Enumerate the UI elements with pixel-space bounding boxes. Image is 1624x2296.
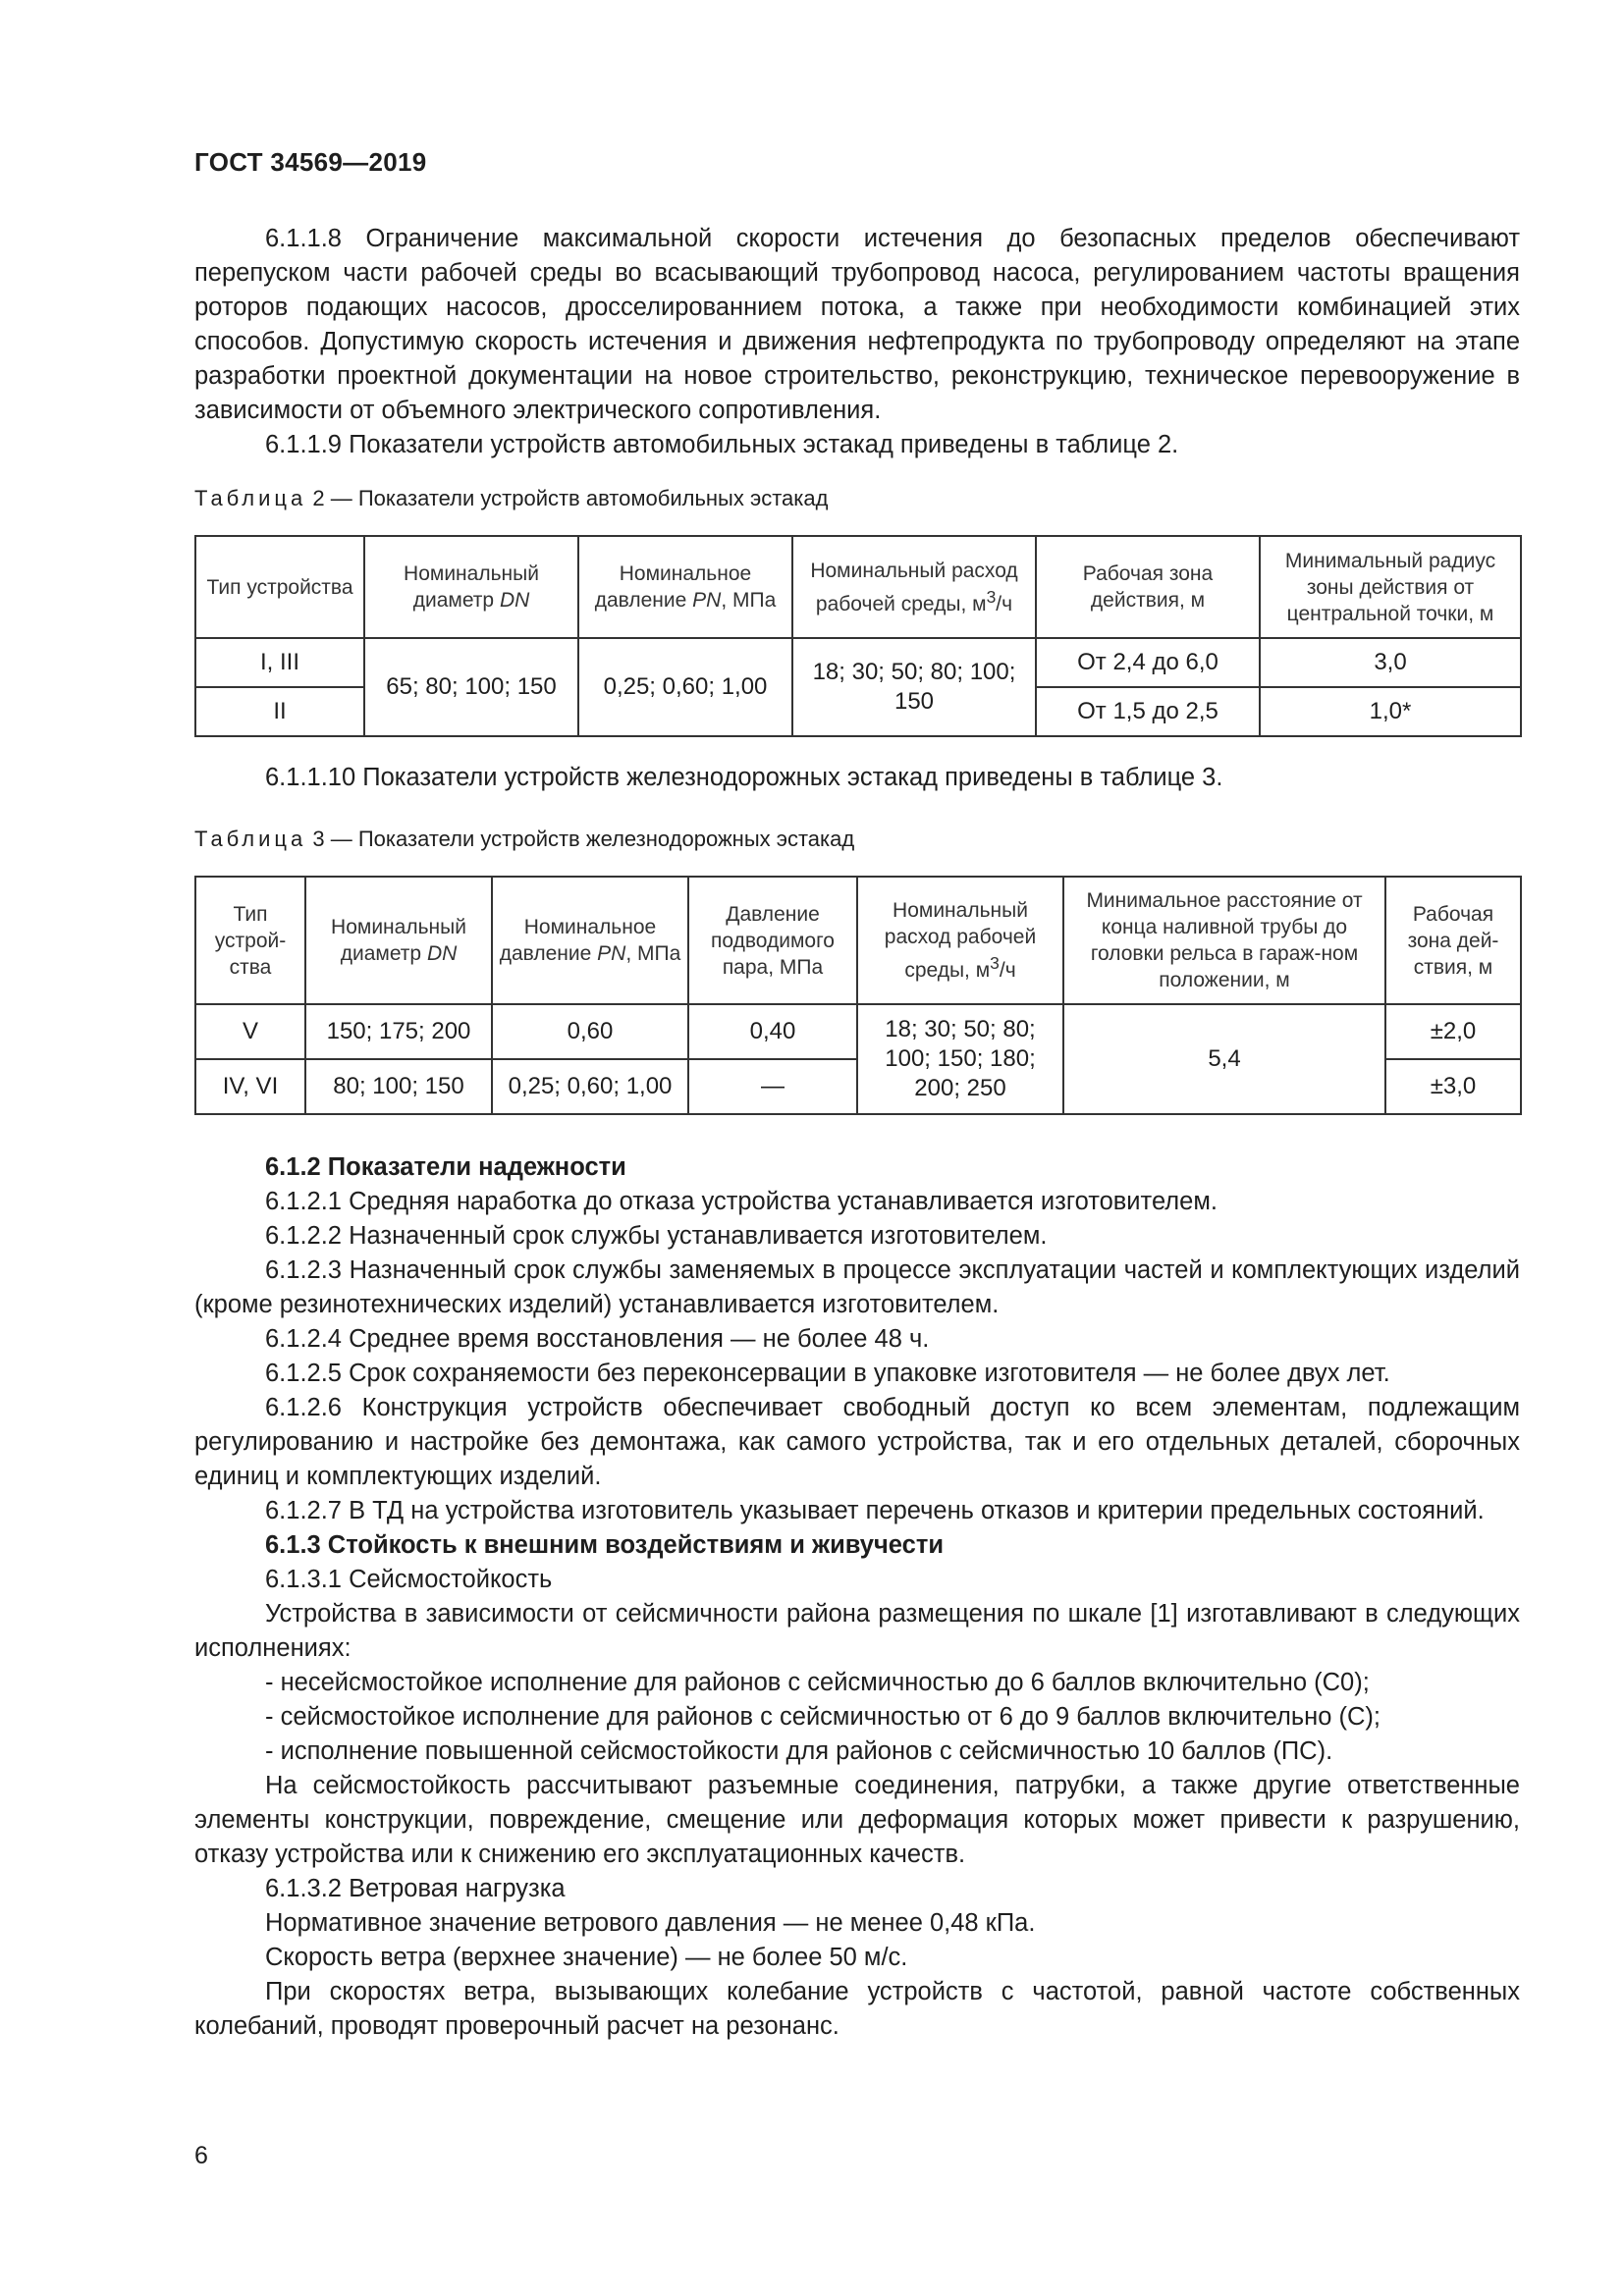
- table-2: [194, 535, 1522, 737]
- t3-r2-zone: ±3,0: [1385, 1059, 1521, 1114]
- t3-r2-type: IV, VI: [195, 1059, 305, 1114]
- paragraph-6-1-2-4: 6.1.2.4 Среднее время восстановления — не более 48 ч.: [265, 1325, 930, 1353]
- t2-r1-zone: От 2,4 до 6,0: [1036, 638, 1260, 687]
- t2-header-pressure-line1: Номинальное: [619, 562, 752, 585]
- t3-header-flow-text: Номинальный расход рабочей среды, м: [884, 899, 1037, 982]
- paragraph-6-1-2-6: 6.1.2.6 Конструкция устройств обеспечивает свободный доступ ко всем элементам, подлежащим регулированию и настройке без демонтажа, как самого устройства, так и его отдельных деталей, сборочных единиц и комплектующих изделий.: [194, 1394, 1520, 1490]
- t2-header-diameter-symbol: DN: [499, 589, 530, 612]
- list-item-seismic-ps: - исполнение повышенной сейсмостойкости для районов с сейсмичностью 10 баллов (ПС).: [265, 1737, 1333, 1765]
- t2-header-diameter: [364, 536, 578, 638]
- paragraph-6-1-1-8: 6.1.1.8 Ограничение максимальной скорости истечения до безопасных пределов обеспечивают перепуском части рабочей среды во всасывающий трубопровод насоса, регулированием частоты вращения роторов подающих насосов, дросселированнием потока, а также при необходимости комбинацией этих способов. Допустимую скорость истечения и движения нефтепродукта по трубопроводу определяют на этапе разработки проектной документации на новое строительство, реконструкцию, техническое перевооружение в зависимости от объемного электрического сопротивления.: [194, 225, 1520, 424]
- paragraph-6-1-1-10: 6.1.1.10 Показатели устройств железнодорожных эстакад приведены в таблице 3.: [265, 764, 1223, 791]
- t3-header-zone: Рабочая зона дей-ствия, м: [1385, 877, 1521, 1004]
- page-content: [194, 222, 1520, 2044]
- t2-diameter: 65; 80; 100; 150: [364, 638, 578, 736]
- t3-r1-steam: 0,40: [688, 1004, 857, 1059]
- t3-header-steam: Давление подводимого пара, МПа: [688, 877, 857, 1004]
- table-3: [194, 876, 1522, 1115]
- table-3-caption: [194, 825, 1520, 854]
- table-2-caption: [194, 484, 1520, 513]
- t2-header-type: Тип устройства: [195, 536, 364, 638]
- table-2-caption-text: 2 — Показатели устройств автомобильных эстакад: [306, 486, 829, 510]
- t3-distance: 5,4: [1063, 1004, 1385, 1114]
- t3-r1-type: V: [195, 1004, 305, 1059]
- t2-header-zone: Рабочая зона действия, м: [1036, 536, 1260, 638]
- table-row: [195, 1004, 1521, 1059]
- t2-header-pressure-symbol: PN: [692, 589, 722, 612]
- paragraph-6-1-2-5: 6.1.2.5 Срок сохраняемости без переконсервации в упаковке изготовителя — не более двух лет.: [265, 1360, 1390, 1387]
- paragraph-resonance: При скоростях ветра, вызывающих колебание устройств с частотой, равной частоте собственных колебаний, проводят проверочный расчет на резонанс.: [194, 1978, 1520, 2040]
- t2-header-flow: [792, 536, 1036, 638]
- t3-r1-zone: ±2,0: [1385, 1004, 1521, 1059]
- t2-r1-type: I, III: [195, 638, 364, 687]
- paragraph-6-1-2-3: 6.1.2.3 Назначенный срок службы заменяемых в процессе эксплуатации частей и комплектующих изделий (кроме резинотехнических изделий) устанавливается изготовителем.: [194, 1256, 1520, 1318]
- t2-header-flow-text: Номинальный расход рабочей среды, м: [810, 559, 1018, 615]
- t2-header-pressure: [578, 536, 792, 638]
- t3-header-flow-sup: 3: [990, 953, 1000, 973]
- t3-r2-steam: —: [688, 1059, 857, 1114]
- table-row: [195, 638, 1521, 687]
- table-3-caption-text: 3 — Показатели устройств железнодорожных эстакад: [306, 827, 855, 851]
- t2-header-flow-unit: /ч: [996, 592, 1013, 615]
- t2-r2-radius: 1,0*: [1260, 687, 1521, 736]
- t2-header-diameter-line1: Номинальный: [404, 562, 539, 585]
- t3-header-distance: Минимальное расстояние от конца наливной трубы до головки рельса в гараж-ном положении, м: [1063, 877, 1385, 1004]
- paragraph-wind-pressure: Нормативное значение ветрового давления — не менее 0,48 кПа.: [265, 1909, 1036, 1937]
- table-2-caption-word: Таблица: [194, 486, 307, 510]
- t3-header-diameter: [305, 877, 492, 1004]
- t3-header-flow-unit: /ч: [999, 959, 1016, 982]
- t3-header-pressure: [492, 877, 688, 1004]
- t2-header-radius: Минимальный радиус зоны действия от центральной точки, м: [1260, 536, 1521, 638]
- paragraph-seismic-intro: Устройства в зависимости от сейсмичности района размещения по шкале [1] изготавливают в следующих исполнениях:: [194, 1600, 1520, 1662]
- t3-header-pressure-line2: давление: [499, 942, 598, 965]
- list-item-seismic-c0: - несейсмостойкое исполнение для районов с сейсмичностью до 6 баллов включительно (С0);: [265, 1669, 1370, 1696]
- t2-flow: 18; 30; 50; 80; 100; 150: [792, 638, 1036, 736]
- t3-header-pressure-unit: , МПа: [625, 942, 681, 965]
- paragraph-6-1-3-2: 6.1.3.2 Ветровая нагрузка: [265, 1875, 566, 1902]
- t2-r1-radius: 3,0: [1260, 638, 1521, 687]
- paragraph-6-1-2-1: 6.1.2.1 Средняя наработка до отказа устройства устанавливается изготовителем.: [265, 1188, 1218, 1215]
- t3-header-diameter-line2: диаметр: [340, 942, 427, 965]
- t3-header-diameter-symbol: DN: [426, 942, 458, 965]
- table-3-header-row: [195, 877, 1521, 1004]
- t3-r2-diameter: 80; 100; 150: [305, 1059, 492, 1114]
- t3-r1-pressure: 0,60: [492, 1004, 688, 1059]
- t3-header-pressure-line1: Номинальное: [523, 916, 657, 938]
- t3-r2-pressure: 0,25; 0,60; 1,00: [492, 1059, 688, 1114]
- list-item-seismic-c: - сейсмостойкое исполнение для районов с сейсмичностью от 6 до 9 баллов включительно (С);: [265, 1703, 1380, 1731]
- document-header: ГОСТ 34569—2019: [194, 147, 427, 177]
- t2-pressure: 0,25; 0,60; 1,00: [578, 638, 792, 736]
- paragraph-6-1-2-7: 6.1.2.7 В ТД на устройства изготовитель указывает перечень отказов и критерии предельных состояний.: [265, 1497, 1485, 1524]
- paragraph-wind-speed: Скорость ветра (верхнее значение) — не более 50 м/с.: [265, 1944, 908, 1971]
- table-2-header-row: [195, 536, 1521, 638]
- paragraph-6-1-1-9: 6.1.1.9 Показатели устройств автомобильных эстакад приведены в таблице 2.: [265, 431, 1179, 458]
- paragraph-6-1-3-1: 6.1.3.1 Сейсмостойкость: [265, 1566, 553, 1593]
- t2-r2-zone: От 1,5 до 2,5: [1036, 687, 1260, 736]
- t2-header-pressure-line2: давление: [594, 589, 693, 612]
- section-6-1-2-heading: 6.1.2 Показатели надежности: [265, 1153, 626, 1181]
- t3-header-type: Тип устрой-ства: [195, 877, 305, 1004]
- t3-header-diameter-line1: Номинальный: [331, 916, 466, 938]
- t2-header-flow-sup: 3: [986, 586, 997, 607]
- t3-header-flow: [857, 877, 1063, 1004]
- section-6-1-3-heading: 6.1.3 Стойкость к внешним воздействиям и живучести: [265, 1531, 944, 1559]
- page-number: 6: [194, 2142, 208, 2169]
- paragraph-seismic-calc: На сейсмостойкость рассчитывают разъемные соединения, патрубки, а также другие ответственные элементы конструкции, повреждение, смещение или деформация которых может привести к разрушению, отказу устройства или к снижению его эксплуатационных качеств.: [194, 1772, 1520, 1868]
- t3-r1-diameter: 150; 175; 200: [305, 1004, 492, 1059]
- paragraph-6-1-2-2: 6.1.2.2 Назначенный срок службы устанавливается изготовителем.: [265, 1222, 1048, 1250]
- t2-header-pressure-unit: , МПа: [721, 589, 777, 612]
- table-3-caption-word: Таблица: [194, 827, 307, 851]
- t2-header-diameter-line2: диаметр: [412, 589, 500, 612]
- t3-flow: 18; 30; 50; 80; 100; 150; 180; 200; 250: [857, 1004, 1063, 1114]
- t2-r2-type: II: [195, 687, 364, 736]
- t3-header-pressure-symbol: PN: [597, 942, 626, 965]
